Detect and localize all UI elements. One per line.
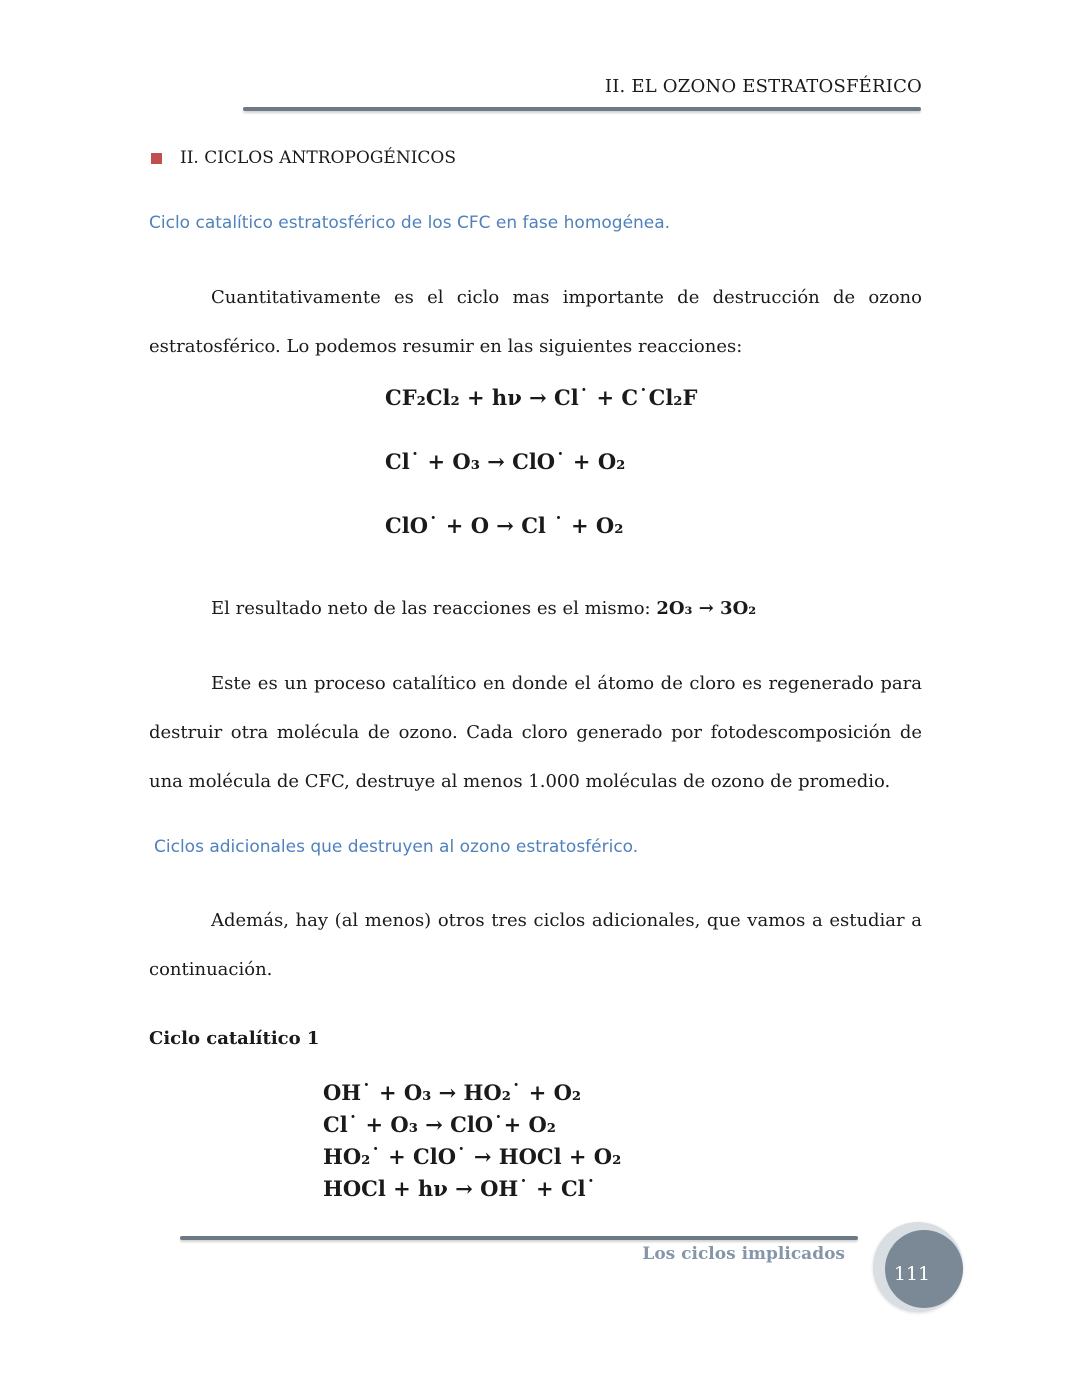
reaction-equation: ClO˙ + O → Cl ˙ + O₂ bbox=[385, 513, 624, 538]
paragraph-additional-text: Además, hay (al menos) otros tres ciclos adicionales, que vamos a estudiar a continuación. bbox=[149, 910, 922, 980]
reaction-equation: Cl˙ + O₃ → ClO˙ + O₂ bbox=[385, 449, 626, 474]
subheading-cfc-cycle: Ciclo catalítico estratosférico de los CFC en fase homogénea. bbox=[149, 213, 671, 233]
paragraph-additional bbox=[149, 896, 922, 994]
cycle-reaction: HO₂˙ + ClO˙ → HOCl + O₂ bbox=[323, 1144, 622, 1169]
section-title: II. CICLOS ANTROPOGÉNICOS bbox=[180, 148, 457, 168]
subheading-additional-cycles: Ciclos adicionales que destruyen al ozono estratosférico. bbox=[154, 837, 639, 857]
cycle-title: Ciclo catalítico 1 bbox=[149, 1028, 320, 1049]
header-divider bbox=[243, 107, 921, 111]
footer-divider bbox=[180, 1236, 858, 1240]
net-result-text: El resultado neto de las reacciones es el mismo: bbox=[211, 598, 657, 619]
net-result-equation: 2O₃ → 3O₂ bbox=[656, 598, 757, 619]
cycle-reaction: OH˙ + O₃ → HO₂˙ + O₂ bbox=[323, 1080, 582, 1105]
paragraph-catalytic bbox=[149, 659, 922, 806]
cycle-reaction: Cl˙ + O₃ → ClO˙+ O₂ bbox=[323, 1112, 556, 1137]
paragraph-intro-text: Cuantitativamente es el ciclo mas importante de destrucción de ozono estratosférico. Lo podemos resumir en las siguientes reacciones: bbox=[149, 287, 922, 357]
paragraph-catalytic-text: Este es un proceso catalítico en donde el átomo de cloro es regenerado para destruir otra molécula de ozono. Cada cloro generado por fotodescomposición de una molécula de CFC, destruye al menos 1.000 moléculas de ozono de promedio. bbox=[149, 673, 922, 792]
net-result-line bbox=[149, 584, 922, 633]
cycle-reaction: HOCl + hν → OH˙ + Cl˙ bbox=[323, 1176, 597, 1201]
paragraph-intro bbox=[149, 273, 922, 371]
reaction-equation: CF₂Cl₂ + hν → Cl˙ + C˙Cl₂F bbox=[385, 385, 698, 410]
footer-section-name: Los ciclos implicados bbox=[642, 1244, 845, 1264]
page-number: 111 bbox=[893, 1263, 931, 1285]
page-header-title: II. EL OZONO ESTRATOSFÉRICO bbox=[604, 76, 922, 97]
square-bullet-icon bbox=[151, 153, 162, 164]
section-bullet-heading bbox=[151, 148, 456, 168]
